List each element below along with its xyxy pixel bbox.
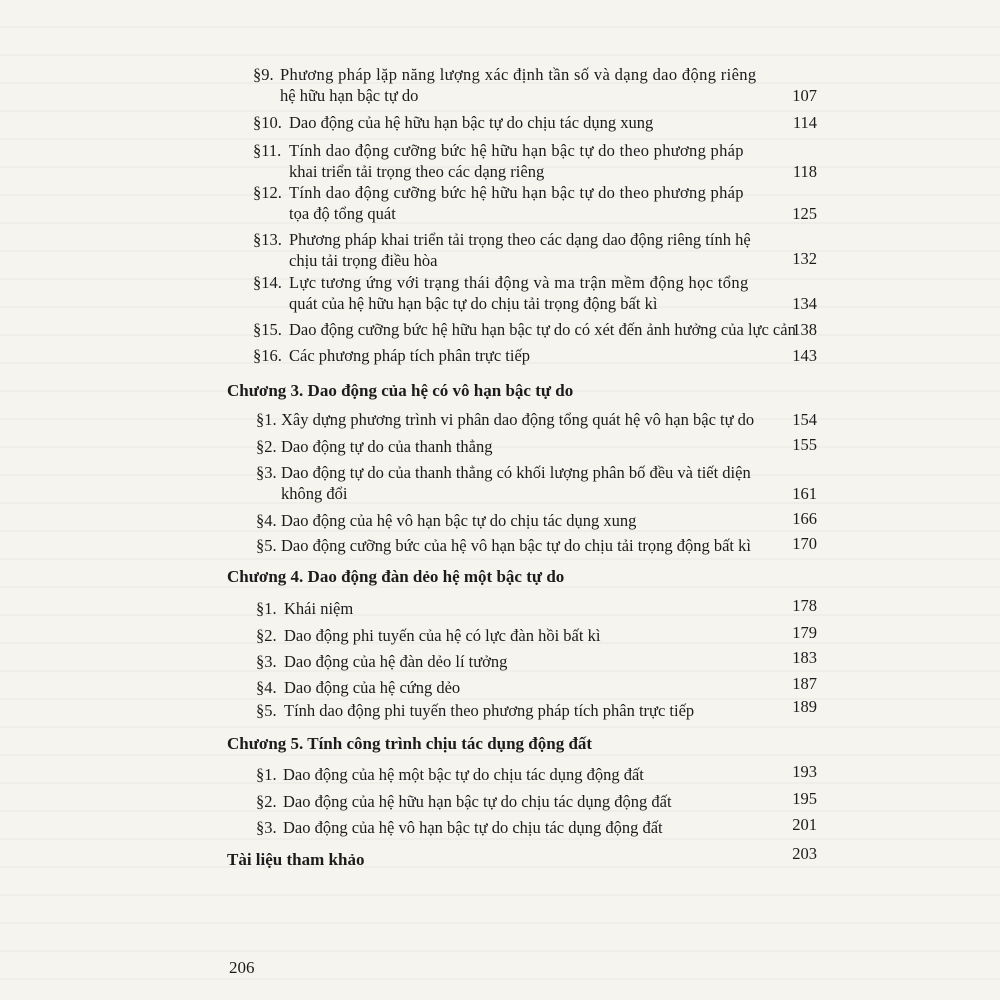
toc-entry-number: §12. — [253, 183, 282, 202]
toc-entry-title-line1: Dao động tự do của thanh thẳng có khối lượng phân bố đều và tiết diện — [281, 463, 751, 482]
toc-entry-number: §5. — [256, 536, 277, 555]
toc-entry-title: Tính dao động phi tuyến theo phương pháp tích phân trực tiếp — [284, 701, 695, 720]
toc-entry-title: Dao động cưỡng bức của hệ vô hạn bậc tự do chịu tải trọng động bất kì — [281, 536, 751, 555]
toc-entry-number: §15. — [253, 320, 282, 339]
chapter-heading: Chương 5. Tính công trình chịu tác dụng động đất — [227, 734, 593, 753]
toc-entry-title: Dao động của hệ đàn dẻo lí tưởng — [284, 652, 508, 671]
toc-entry-page: 179 — [792, 623, 817, 642]
toc-entry-title-line1: Lực tương ứng với trạng thái động và ma trận mềm động học tổng — [289, 273, 749, 292]
toc-entry-title: Khái niệm — [284, 599, 354, 618]
toc-entry-title: Các phương pháp tích phân trực tiếp — [289, 346, 531, 365]
toc-entry-page: 114 — [792, 113, 817, 132]
toc-entry-title — [289, 140, 744, 182]
toc-entry-title — [289, 182, 744, 224]
toc-entry-title: Xây dựng phương trình vi phân dao động tổng quát hệ vô hạn bậc tự do — [281, 410, 755, 429]
toc-entry-page: 154 — [792, 410, 817, 429]
toc-entry-number: §16. — [253, 346, 282, 365]
toc-entry-title-line2: không đổi — [281, 484, 348, 503]
references-page: 203 — [792, 844, 817, 863]
toc-entry-number: §2. — [256, 437, 277, 456]
toc-entry-title-line1: Phương pháp khai triển tải trọng theo các dạng dao động riêng tính hệ — [289, 230, 751, 249]
toc-entry-page: 155 — [792, 435, 817, 454]
toc-entry-page: 125 — [792, 204, 817, 223]
page-number: 206 — [229, 958, 255, 977]
toc-entry-title — [289, 229, 751, 271]
toc-entry-title: Dao động cưỡng bức hệ hữu hạn bậc tự do có xét đến ảnh hưởng của lực cản — [289, 320, 796, 339]
toc-entry-page: 178 — [792, 596, 817, 615]
toc-entry-page: 170 — [792, 534, 817, 553]
toc-entry-title — [281, 462, 751, 504]
toc-entry-page: 187 — [792, 674, 817, 693]
toc-entry-number: §1. — [256, 765, 277, 784]
toc-entry-page: 166 — [792, 509, 817, 528]
toc-entry-page: 107 — [792, 86, 817, 105]
chapter-heading: Chương 4. Dao động đàn dẻo hệ một bậc tự do — [227, 567, 565, 586]
toc-entry-title: Dao động của hệ vô hạn bậc tự do chịu tác dụng xung — [281, 511, 637, 530]
toc-entry-page: 132 — [792, 249, 817, 268]
toc-entry-title — [289, 272, 749, 314]
toc-entry-number: §9. — [253, 65, 274, 84]
toc-entry-title: Dao động của hệ một bậc tự do chịu tác dụng động đất — [283, 765, 644, 784]
toc-entry-number: §1. — [256, 599, 277, 618]
toc-entry-page: 195 — [792, 789, 817, 808]
toc-entry-title: Dao động của hệ hữu hạn bậc tự do chịu tác dụng xung — [289, 113, 654, 132]
toc-entry-number: §4. — [256, 678, 277, 697]
toc-entry-title-line2: tọa độ tổng quát — [289, 204, 396, 223]
toc-entry-page: 161 — [792, 484, 817, 503]
toc-entry-number: §5. — [256, 701, 277, 720]
toc-entry-number: §14. — [253, 273, 282, 292]
toc-entry-title: Dao động phi tuyến của hệ có lực đàn hồi bất kì — [284, 626, 601, 645]
toc-entry-number: §2. — [256, 626, 277, 645]
toc-entry-page: 138 — [792, 320, 817, 339]
toc-entry-number: §13. — [253, 230, 282, 249]
toc-entry-title: Dao động của hệ cứng dẻo — [284, 678, 461, 697]
toc-entry-title: Dao động của hệ vô hạn bậc tự do chịu tác dụng động đất — [283, 818, 663, 837]
toc-entry-page: 193 — [792, 762, 817, 781]
toc-entry-title-line1: Phương pháp lặp năng lượng xác định tần số và dạng dao động riêng — [280, 65, 757, 84]
toc-entry-title-line1: Tính dao động cưỡng bức hệ hữu hạn bậc tự do theo phương pháp — [289, 183, 744, 202]
toc-entry-number: §3. — [256, 818, 277, 837]
toc-entry-number: §1. — [256, 410, 277, 429]
toc-entry-title-line2: khai triển tải trọng theo các dạng riêng — [289, 162, 545, 181]
toc-entry-title: Dao động tự do của thanh thẳng — [281, 437, 493, 456]
toc-entry-title — [280, 64, 756, 106]
references-heading: Tài liệu tham khảo — [227, 850, 365, 869]
toc-entry-page: 183 — [792, 648, 817, 667]
toc-entry-number: §11. — [253, 141, 282, 160]
toc-entry-page: 189 — [792, 697, 817, 716]
toc-entry-number: §3. — [256, 652, 277, 671]
toc-entry-number: §4. — [256, 511, 277, 530]
toc-entry-page: 201 — [792, 815, 817, 834]
toc-entry-title: Dao động của hệ hữu hạn bậc tự do chịu tác dụng động đất — [283, 792, 672, 811]
toc-entry-title-line2: chịu tải trọng điều hòa — [289, 251, 438, 270]
chapter-heading: Chương 3. Dao động của hệ có vô hạn bậc tự do — [227, 381, 574, 400]
toc-entry-page: 143 — [792, 346, 817, 365]
toc-entry-number: §10. — [253, 113, 282, 132]
toc-entry-title-line2: hệ hữu hạn bậc tự do — [280, 86, 419, 105]
toc-entry-title-line1: Tính dao động cưỡng bức hệ hữu hạn bậc tự do theo phương pháp — [289, 141, 744, 160]
toc-entry-number: §2. — [256, 792, 277, 811]
toc-entry-number: §3. — [256, 463, 277, 482]
toc-entry-title-line2: quát của hệ hữu hạn bậc tự do chịu tải trọng động bất kì — [289, 294, 658, 313]
toc-entry-page: 134 — [792, 294, 817, 313]
toc-entry-page: 118 — [792, 162, 817, 181]
